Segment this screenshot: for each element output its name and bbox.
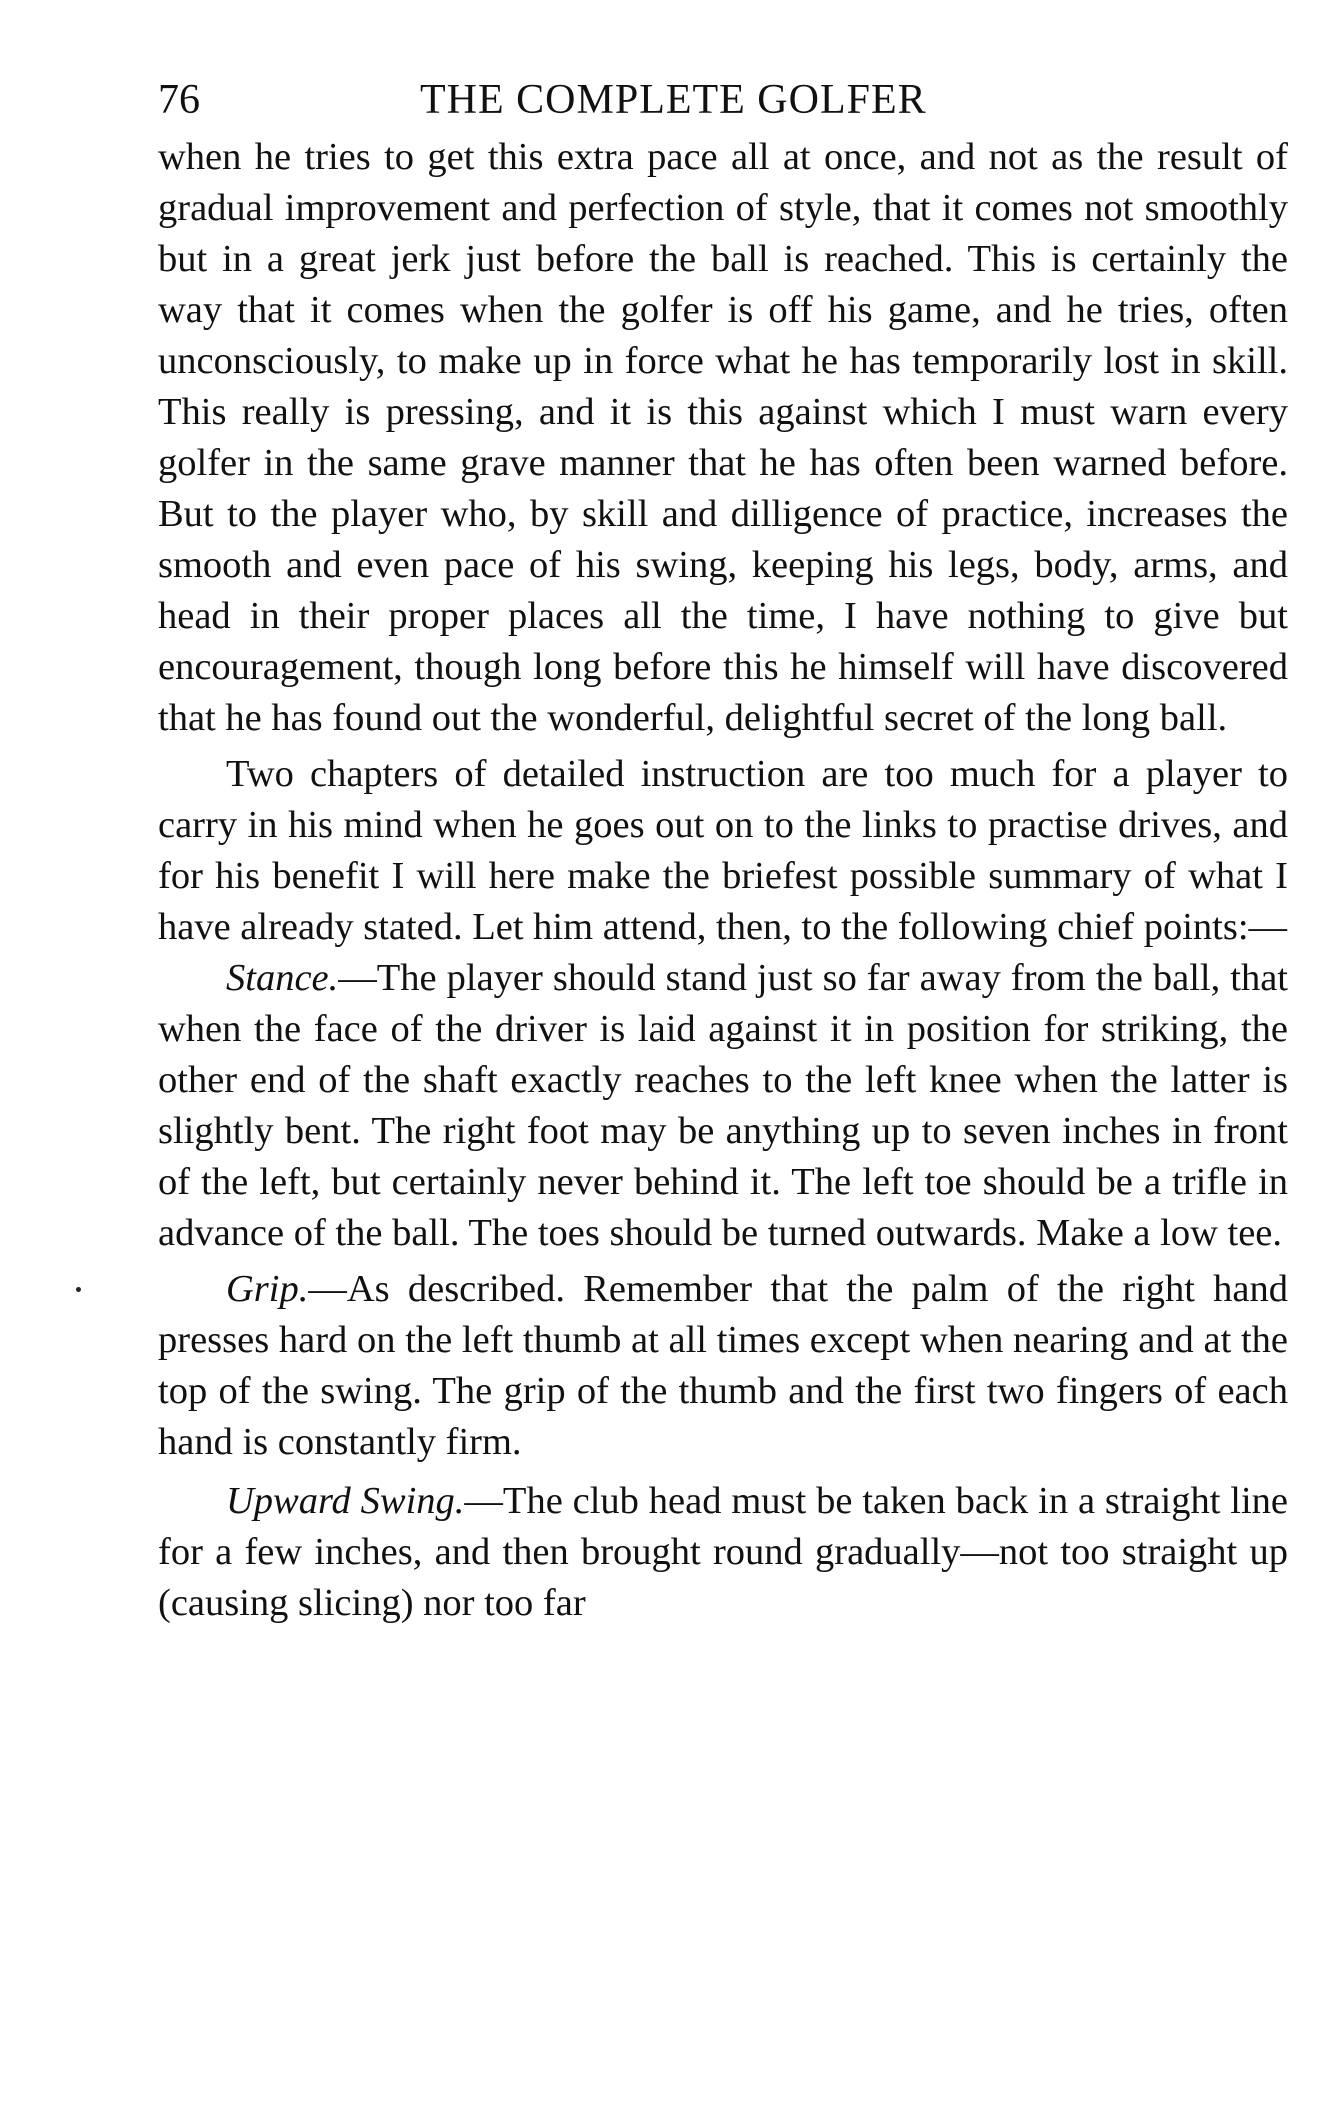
page-header [158,70,1288,130]
paragraph-continuation: when he tries to get this extra pace all at once, and not as the result of gradual improvement and perfection of style, that it comes not smoothly but in a great jerk just before the ball is reached. This is certainly the way that it comes when the golfer is off his game, and he tries, often unconsciously, to make up in force what he has temporarily lost in skill. This really is pressing, and it is this against which I must warn every golfer in the same grave manner that he has often been warned before. But to the player who, by skill and dilligence of practice, increases the smooth and even pace of his swing, keeping his legs, body, arms, and head in their proper places all the time, I have nothing to give but encouragement, though long before this he himself will have discovered that he has found out the wonderful, delightful secret of the long ball. [158,136,1288,739]
page-number: 76 [158,77,200,123]
upward-swing-text: —The club head must be taken back in a straight line for a few inches, and then brought round gradually—not too straight up (causing slicing) nor too far [158,1480,1288,1624]
body-text [158,132,1288,1629]
grip-heading: Grip. [226,1268,309,1310]
book-page [158,70,1288,1629]
paragraph-stance [158,953,1288,1259]
stance-text: —The player should stand just so far away from the ball, that when the face of the driver is laid against it in position for striking, the other end of the shaft exactly reaches to the left knee when the latter is slightly bent. The right foot may be anything up to seven inches in front of the left, but certainly never behind it. The left toe should be a trifle in advance of the ball. The toes should be turned outwards. Make a low tee. [158,957,1288,1254]
print-speck [76,1287,81,1292]
paragraph-upward-swing [158,1476,1288,1629]
upward-swing-heading: Upward Swing. [226,1480,465,1522]
paragraph-summary-intro: Two chapters of detailed instruction are too much for a player to carry in his mind when he goes out on to the links to practise drives, and for his benefit I will here make the briefest possible summary of what I have already stated. Let him attend, then, to the following chief points:— [158,753,1288,948]
paragraph-grip [158,1264,1288,1468]
stance-heading: Stance. [226,957,339,999]
running-head: THE COMPLETE GOLFER [420,77,927,123]
grip-text: —As described. Remember that the palm of the right hand presses hard on the left thumb at all times except when nearing and at the top of the swing. The grip of the thumb and the first two fingers of each hand is constantly firm. [158,1268,1288,1463]
